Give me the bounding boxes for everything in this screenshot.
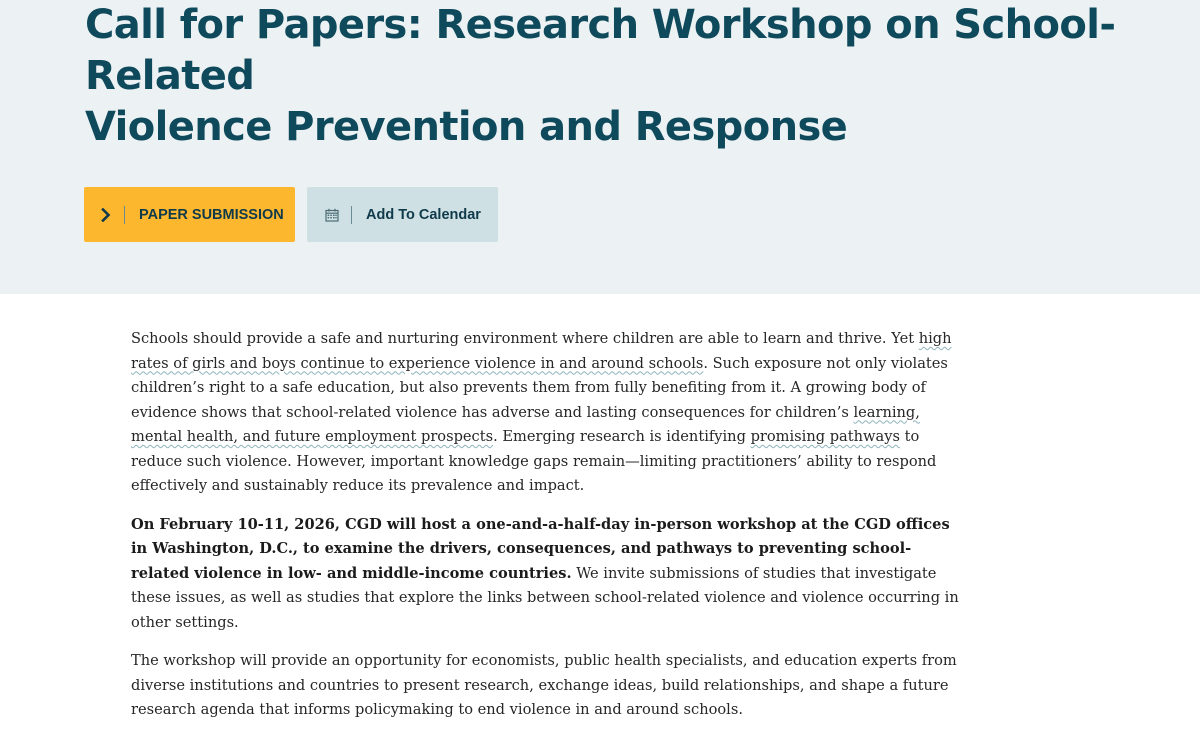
button-divider (124, 206, 125, 224)
hero-banner (0, 0, 1200, 294)
calendar-icon (307, 208, 351, 222)
promising-pathways-link[interactable]: promising pathways (750, 428, 900, 445)
paragraph-text: to reduce such violence. However, important knowledge gaps remain—limiting practitioners’ ability to respond effectively and sustainably reduce its prevalence and impact. (131, 428, 937, 494)
paper-submission-button[interactable] (84, 187, 295, 242)
workshop-purpose-paragraph: The workshop will provide an opportunity for economists, public health specialists, and education experts from diverse institutions and countries to present research, exchange ideas, build relationships, and shape a future research agenda that informs policymaking to end violence in and around schools. (131, 652, 957, 718)
workshop-details-paragraph (131, 513, 961, 636)
workshop-date-highlight: On February 10-11, 2026, CGD will host a one-and-a-half-day in-person workshop at the CGD offices in Washington, D.C., to examine the drivers, consequences, and pathways to preventing school-related violence in low- and middle-income countries. (131, 515, 950, 582)
violence-rates-link[interactable]: high rates of girls and boys continue to experience violence in and around schools (131, 330, 952, 372)
paragraph-text: Schools should provide a safe and nurturing environment where children are able to learn and thrive. Yet (131, 330, 919, 347)
paragraph-text: We invite submissions of studies that investigate these issues, as well as studies that explore the links between school-related violence and violence occurring in other settings. (131, 564, 959, 631)
page-title-line-1: Call for Papers: Research Workshop on School-Related (85, 2, 1116, 99)
intro-paragraph (131, 327, 961, 499)
page-title (85, 0, 1185, 153)
page-title-line-2: Violence Prevention and Response (85, 104, 848, 150)
paper-submission-label: PAPER SUBMISSION (139, 206, 284, 223)
add-to-calendar-label: Add To Calendar (366, 206, 481, 223)
add-to-calendar-button[interactable] (307, 187, 498, 242)
paragraph-text: . Emerging research is identifying (493, 428, 751, 445)
paragraph-text: . Such exposure not only violates children’s right to a safe education, but also prevents them from fully benefiting from it. A growing body of evidence shows that school-related violence has adverse and lasting consequences for children’s (131, 354, 948, 421)
chevron-right-icon (84, 208, 124, 222)
button-divider (351, 206, 352, 224)
article-body (131, 327, 961, 737)
consequences-link[interactable]: learning, mental health, and future employment prospects (131, 403, 920, 445)
